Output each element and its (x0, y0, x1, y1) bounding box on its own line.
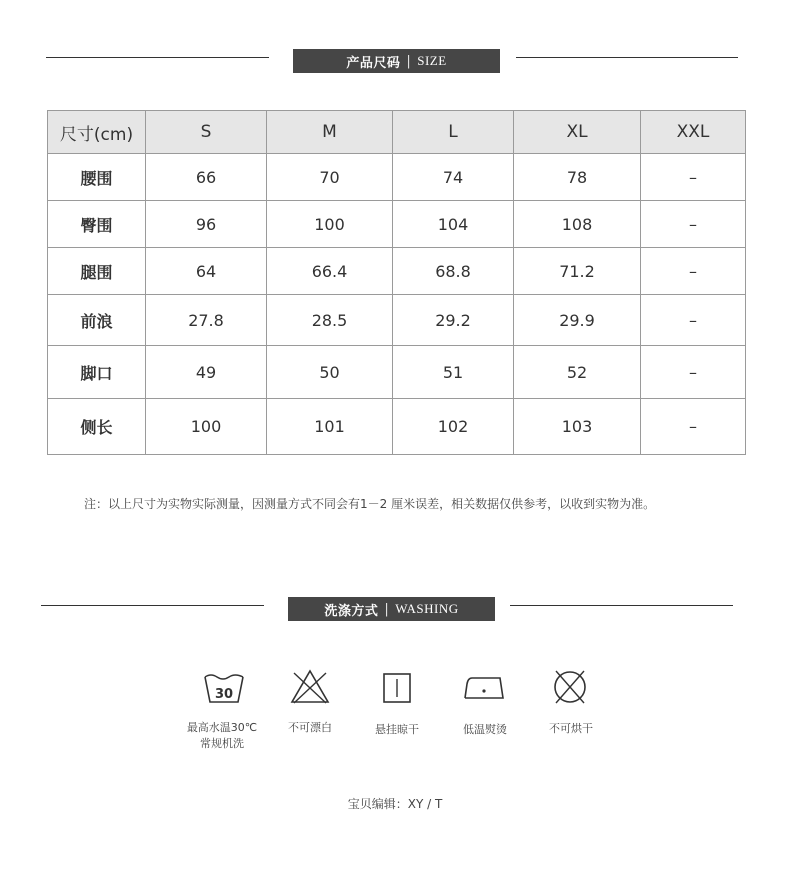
row-label: 腰围 (48, 154, 146, 201)
row-label: 脚口 (48, 346, 146, 399)
low-iron-icon (462, 668, 506, 708)
size-right-rule (516, 57, 738, 58)
table-cell: 51 (393, 346, 514, 399)
table-cell: 102 (393, 399, 514, 455)
header-cell-s: S (146, 111, 267, 154)
table-cell: 29.9 (514, 295, 641, 346)
size-left-rule (46, 57, 269, 58)
table-cell: 27.8 (146, 295, 267, 346)
table-cell: – (641, 154, 746, 201)
table-row (48, 399, 746, 455)
table-cell: 100 (146, 399, 267, 455)
table-cell: – (641, 201, 746, 248)
table-row (48, 154, 746, 201)
table-cell: 100 (267, 201, 393, 248)
row-label: 臀围 (48, 201, 146, 248)
header-cell-l: L (393, 111, 514, 154)
table-cell: 96 (146, 201, 267, 248)
hang-dry-label: 悬挂晾干 (375, 723, 419, 736)
table-cell: 71.2 (514, 248, 641, 295)
no-tumble-dry-icon (548, 667, 592, 707)
wash-30-icon (202, 668, 246, 708)
row-label: 侧长 (48, 399, 146, 455)
table-cell: – (641, 399, 746, 455)
table-row (48, 346, 746, 399)
header-cell-xl: XL (514, 111, 641, 154)
wash-30-label: 最高水温30℃ 常规机洗 (186, 721, 258, 750)
table-cell: 68.8 (393, 248, 514, 295)
editor-credit: 宝贝编辑：XY / T (347, 797, 443, 811)
table-cell: – (641, 248, 746, 295)
row-label: 前浪 (48, 295, 146, 346)
size-table (47, 110, 746, 455)
table-row (48, 248, 746, 295)
row-label: 腿围 (48, 248, 146, 295)
table-cell: 70 (267, 154, 393, 201)
header-cell-m: M (267, 111, 393, 154)
table-row (48, 201, 746, 248)
table-cell: 108 (514, 201, 641, 248)
table-cell: 50 (267, 346, 393, 399)
wash-temp-text: 30 (214, 687, 234, 702)
washing-section-banner: 洗涤方式 | WASHING (288, 597, 495, 621)
hang-dry-icon (375, 668, 419, 708)
washing-right-rule (510, 605, 733, 606)
no-bleach-label: 不可漂白 (288, 721, 332, 734)
table-cell: 49 (146, 346, 267, 399)
washing-title-en: WASHING (395, 601, 459, 616)
table-cell: 52 (514, 346, 641, 399)
no-bleach-icon (288, 667, 332, 707)
table-cell: 103 (514, 399, 641, 455)
size-title-cn: 产品尺码 (346, 55, 401, 71)
table-cell: 101 (267, 399, 393, 455)
low-iron-label: 低温熨烫 (463, 723, 507, 736)
header-cell-unit: 尺寸(cm) (48, 111, 146, 154)
size-section-banner: 产品尺码 | SIZE (293, 49, 500, 73)
table-cell: – (641, 295, 746, 346)
no-tumble-dry-label: 不可烘干 (549, 722, 593, 735)
table-cell: – (641, 346, 746, 399)
table-cell: 78 (514, 154, 641, 201)
measurement-note: 注：以上尺寸为实物实际测量，因测量方式不同会有1－2 厘米误差，相关数据仅供参考，以收到实物为准。 (84, 497, 656, 511)
table-cell: 29.2 (393, 295, 514, 346)
size-title-en: SIZE (417, 53, 447, 68)
table-header-row (48, 111, 746, 154)
table-row (48, 295, 746, 346)
table-cell: 74 (393, 154, 514, 201)
table-cell: 104 (393, 201, 514, 248)
header-cell-xxl: XXL (641, 111, 746, 154)
table-cell: 28.5 (267, 295, 393, 346)
table-cell: 66 (146, 154, 267, 201)
washing-left-rule (41, 605, 264, 606)
table-cell: 66.4 (267, 248, 393, 295)
washing-title-cn: 洗涤方式 (324, 603, 379, 619)
table-cell: 64 (146, 248, 267, 295)
